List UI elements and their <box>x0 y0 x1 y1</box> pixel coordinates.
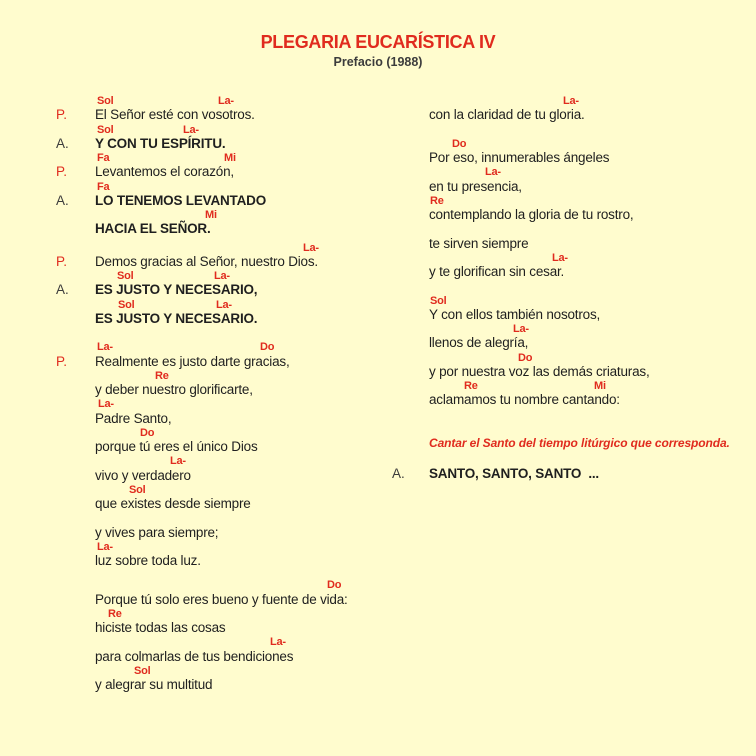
lyric-text: luz sobre toda luz. <box>95 553 201 568</box>
speaker-label-assembly: A. <box>56 135 69 151</box>
chord-label: La- <box>214 270 230 282</box>
lyric-text: Y con ellos también nosotros, <box>429 306 601 322</box>
chord-label: Sol <box>134 664 151 677</box>
chord-line <box>392 379 756 393</box>
chord-label: Sol <box>118 298 135 311</box>
chord-line <box>392 194 756 208</box>
lyric-text: aclamamos tu nombre cantando: <box>429 392 620 408</box>
chord-label: Sol <box>97 123 114 136</box>
right-column <box>392 94 756 481</box>
blank-line <box>392 123 756 137</box>
speaker-label-priest: P. <box>56 164 68 180</box>
chord-label: Do <box>260 341 275 354</box>
lyric-text: y deber nuestro glorificarte, <box>95 382 253 397</box>
lyric-line <box>56 194 401 208</box>
rubric-line <box>392 436 756 450</box>
chord-line <box>56 369 401 383</box>
spacer <box>392 450 756 467</box>
chord-label: Sol <box>430 294 447 307</box>
chord-label: Do <box>327 579 342 592</box>
chord-label: Sol <box>129 483 146 496</box>
chord-line <box>56 426 401 440</box>
lyric-line <box>56 312 401 326</box>
lyric-text: que existes desde siempre <box>95 496 251 511</box>
speaker-label-priest: P. <box>56 253 68 269</box>
lyric-line <box>392 180 756 194</box>
chord-label: La- <box>97 341 113 354</box>
lyric-text: contemplando la gloria de tu rostro, <box>429 207 634 222</box>
chord-line <box>56 578 401 592</box>
chord-label: La- <box>183 123 199 136</box>
chord-label: Mi <box>224 152 236 164</box>
lyric-line <box>56 469 401 483</box>
lyric-line <box>392 336 756 350</box>
chord-line <box>56 397 401 411</box>
lyric-text: LO TENEMOS LEVANTADO <box>95 192 266 208</box>
lyric-line <box>392 208 756 222</box>
lyric-text: Y CON TU ESPÍRITU. <box>95 135 226 151</box>
lyric-line <box>392 467 756 481</box>
chord-label: La- <box>216 298 232 311</box>
speaker-label-assembly: A. <box>56 192 69 208</box>
lyric-text: con la claridad de tu gloria. <box>429 107 585 123</box>
chord-line <box>392 351 756 365</box>
speaker-label-assembly: A. <box>56 282 69 298</box>
lyric-line <box>56 355 401 369</box>
lyric-text: Porque tú solo eres bueno y fuente de vida: <box>95 591 348 607</box>
lyric-line <box>56 678 401 692</box>
lyric-text: Padre Santo, <box>95 410 172 426</box>
lyric-text: SANTO, SANTO, SANTO ... <box>429 466 599 481</box>
chord-label: La- <box>513 323 529 335</box>
chord-line <box>56 180 401 194</box>
lyric-text: El Señor esté con vosotros. <box>95 107 255 123</box>
lyric-text: porque tú eres el único Dios <box>95 439 258 454</box>
chord-line <box>56 123 401 137</box>
lyric-line <box>56 554 401 568</box>
lyric-line <box>392 108 756 122</box>
chord-label: La- <box>563 95 579 107</box>
lyric-text: y alegrar su multitud <box>95 677 213 692</box>
chord-label: Do <box>452 137 467 150</box>
lyric-text: Realmente es justo darte gracias, <box>95 353 290 369</box>
lyric-line <box>56 526 401 540</box>
chord-label: La- <box>552 251 568 264</box>
chord-label: Fa <box>97 180 110 193</box>
lyric-text: y vives para siempre; <box>95 524 219 540</box>
chord-label: Sol <box>117 270 134 282</box>
lyric-line <box>56 283 401 297</box>
page-subtitle: Prefacio (1988) <box>333 55 423 69</box>
chord-label: La- <box>303 241 319 254</box>
lyric-line <box>56 440 401 454</box>
blank-line <box>56 511 401 525</box>
chord-label: La- <box>98 398 114 411</box>
lyric-line <box>392 237 756 251</box>
chord-label: La- <box>485 166 501 179</box>
speaker-label-priest: P. <box>56 107 68 123</box>
chord-line <box>56 607 401 621</box>
lyric-line <box>392 151 756 165</box>
blank-line <box>392 408 756 422</box>
lyric-text: HACIA EL SEÑOR. <box>95 221 211 237</box>
lyric-line <box>56 222 401 236</box>
lyric-text: y por nuestra voz las demás criaturas, <box>429 363 650 379</box>
chord-label: La- <box>170 455 186 468</box>
lyric-line <box>392 308 756 322</box>
blank-line <box>392 222 756 236</box>
chord-label: Do <box>518 351 533 364</box>
chord-line <box>56 298 401 312</box>
lyric-line <box>56 593 401 607</box>
chord-line <box>56 664 401 678</box>
chord-line <box>392 294 756 308</box>
lyric-text: ES JUSTO Y NECESARIO. <box>95 310 258 326</box>
lyric-text: hiciste todas las cosas <box>95 620 226 635</box>
lyric-line <box>392 365 756 379</box>
speaker-label-priest: P. <box>56 353 68 369</box>
lyric-text: Demos gracias al Señor, nuestro Dios. <box>95 253 318 269</box>
chord-line <box>392 94 756 108</box>
speaker-label-assembly: A. <box>392 466 405 481</box>
chord-line <box>56 208 401 222</box>
chord-line <box>56 635 401 649</box>
spacer <box>56 568 401 578</box>
chord-line <box>56 540 401 554</box>
page-title: PLEGARIA EUCARÍSTICA IV <box>260 32 496 52</box>
chord-line <box>392 322 756 336</box>
chord-label: Re <box>430 194 444 207</box>
lyric-text: en tu presencia, <box>429 178 522 194</box>
lyric-line <box>56 137 401 151</box>
left-column <box>56 94 401 692</box>
chord-label: Mi <box>205 209 217 221</box>
chord-label: Mi <box>594 380 606 392</box>
lyric-line <box>56 650 401 664</box>
chord-label: La- <box>218 95 234 107</box>
lyric-text: ES JUSTO Y NECESARIO, <box>95 282 258 298</box>
lyric-text: y te glorifican sin cesar. <box>429 264 565 279</box>
lyric-text: vivo y verdadero <box>95 467 191 483</box>
chord-label: La- <box>97 540 113 553</box>
chord-label: Re <box>464 380 478 392</box>
chord-line <box>392 137 756 151</box>
lyric-line <box>392 393 756 407</box>
lyric-text: Levantemos el corazón, <box>95 164 234 180</box>
chord-line <box>56 269 401 283</box>
blank-line <box>56 326 401 340</box>
lyric-line <box>56 383 401 397</box>
chord-line <box>392 165 756 179</box>
lyric-text: para colmarlas de tus bendiciones <box>95 648 294 664</box>
lyric-text: te sirven siempre <box>429 235 529 251</box>
chord-line <box>56 483 401 497</box>
rubric-text: Cantar el Santo del tiempo litúrgico que corresponda. <box>429 435 730 450</box>
blank-line <box>392 279 756 293</box>
chord-label: Sol <box>97 95 114 107</box>
chord-label: Re <box>108 607 122 620</box>
chord-line <box>392 251 756 265</box>
spacer <box>392 422 756 436</box>
lyric-line <box>392 265 756 279</box>
lyric-line <box>56 255 401 269</box>
lyric-line <box>56 497 401 511</box>
chord-line <box>56 454 401 468</box>
chord-label: Do <box>140 426 155 439</box>
chord-line <box>56 151 401 165</box>
lyric-text: llenos de alegría, <box>429 335 529 351</box>
chord-label: La- <box>270 636 286 649</box>
chord-line <box>56 94 401 108</box>
chord-label: Fa <box>97 152 110 164</box>
chord-line <box>56 241 401 255</box>
chord-line <box>56 340 401 354</box>
lyric-line <box>56 108 401 122</box>
lyric-line <box>56 621 401 635</box>
lyric-line <box>56 165 401 179</box>
chord-label: Re <box>155 369 169 382</box>
lyric-line <box>56 412 401 426</box>
lyric-text: Por eso, innumerables ángeles <box>429 150 610 165</box>
